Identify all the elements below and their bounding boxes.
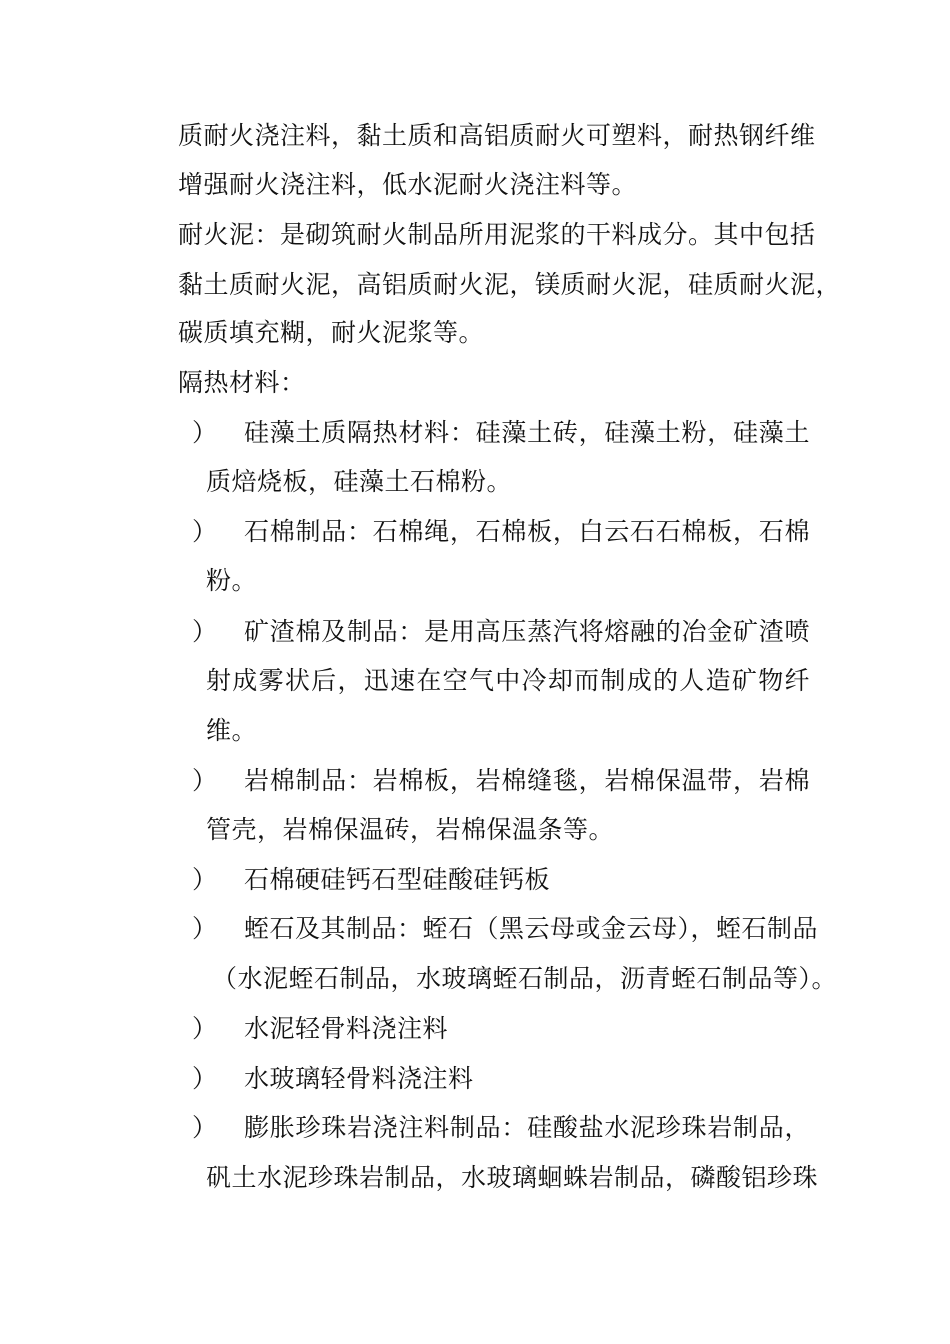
list-item-line: 膨胀珍珠岩浇注料制品：硅酸盐水泥珍珠岩制品， [244, 1113, 810, 1142]
list-item-line: 管壳，岩棉保温砖，岩棉保温条等。 [206, 815, 615, 844]
list-item-line: （水泥蛭石制品，水玻璃蛭石制品，沥青蛭石制品等）。 [212, 964, 838, 993]
list-item-line: 硅藻土质隔热材料：硅藻土砖，硅藻土粉，硅藻土 [244, 418, 810, 447]
list-item-line: 矾土水泥珍珠岩制品，水玻璃蛔蛛岩制品，磷酸铝珍珠 [206, 1163, 819, 1192]
section-heading: 隔热材料： [178, 368, 306, 397]
list-marker: ） [192, 914, 218, 943]
list-item-line: 射成雾状后，迅速在空气中冷却而制成的人造矿物纤 [206, 666, 810, 695]
list-marker: ） [192, 1113, 218, 1142]
list-item-line: 质焙烧板，硅藻土石棉粉。 [206, 467, 513, 496]
list-marker: ） [192, 1064, 218, 1093]
list-marker: ） [192, 418, 218, 447]
list-item-line: 水泥轻骨料浇注料 [244, 1014, 449, 1043]
paragraph-line: 增强耐火浇注料，低水泥耐火浇注料等。 [178, 170, 638, 199]
paragraph-line: 耐火泥：是砌筑耐火制品所用泥浆的干料成分。其中包括 [178, 220, 816, 249]
list-marker: ） [192, 1014, 218, 1043]
list-item-line: 水玻璃轻骨料浇注料 [244, 1064, 474, 1093]
list-marker: ） [192, 865, 218, 894]
paragraph-line: 黏土质耐火泥，高铝质耐火泥，镁质耐火泥，硅质耐火泥， [178, 270, 842, 299]
list-item-line: 粉。 [206, 566, 258, 595]
list-item-line: 石棉硬硅钙石型硅酸硅钙板 [244, 865, 551, 894]
list-item-line: 石棉制品：石棉绳，石棉板，白云石石棉板，石棉 [244, 517, 810, 546]
list-item-line: 矿渣棉及制品：是用高压蒸汽将熔融的冶金矿渣喷 [244, 617, 810, 646]
paragraph-line: 质耐火浇注料，黏土质和高铝质耐火可塑料，耐热钢纤维 [178, 121, 816, 150]
list-marker: ） [192, 517, 218, 546]
list-marker: ） [192, 617, 218, 646]
list-item-line: 蛭石及其制品：蛭石（黑云母或金云母），蛭石制品 [244, 914, 819, 943]
list-item-line: 维。 [206, 716, 258, 745]
list-item-line: 岩棉制品：岩棉板，岩棉缝毯，岩棉保温带，岩棉 [244, 766, 810, 795]
list-marker: ） [192, 766, 218, 795]
paragraph-line: 碳质填充糊，耐火泥浆等。 [178, 318, 485, 347]
